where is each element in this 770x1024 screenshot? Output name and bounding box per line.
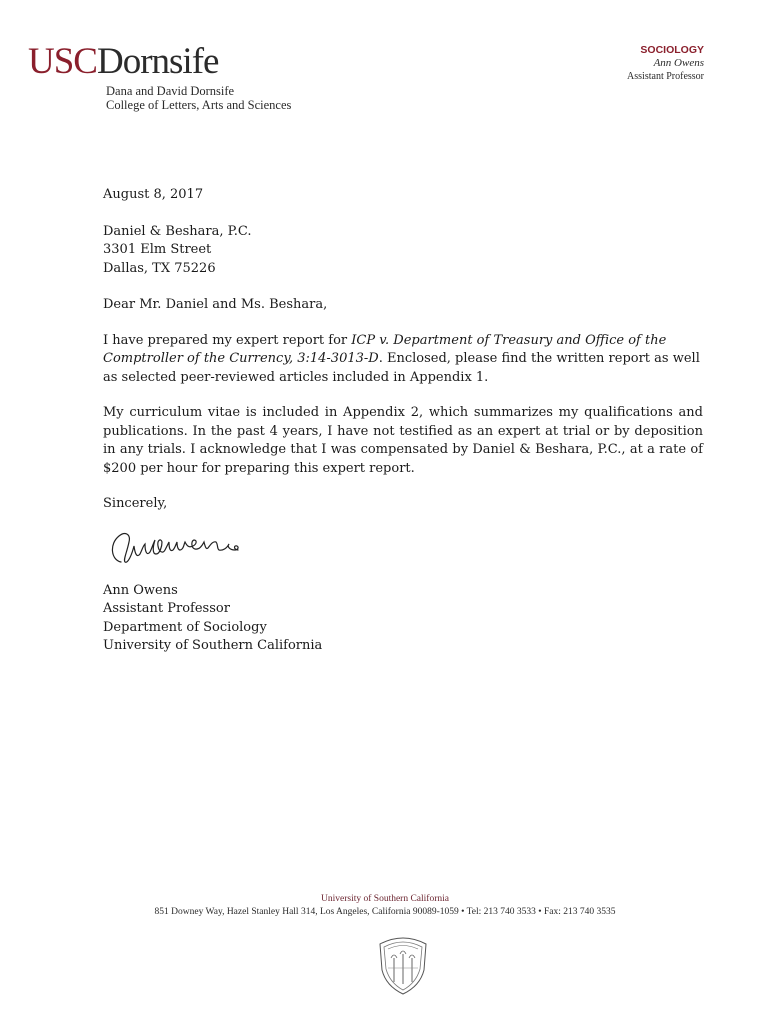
recipient-line: 3301 Elm Street <box>103 242 212 257</box>
department-person-title: Assistant Professor <box>627 71 704 82</box>
letter-body <box>103 186 703 656</box>
logo-usc: USC <box>28 41 97 82</box>
college-name-line-2: College of Letters, Arts and Sciences <box>106 98 292 112</box>
paragraph-report-rest: . Enclosed, please find the written report as well as selected peer-reviewed articles included in Appendix 1. <box>103 351 700 385</box>
recipient-address <box>103 223 703 279</box>
signer-line: University of Southern California <box>103 638 323 653</box>
closing: Sincerely, <box>103 496 168 511</box>
signer-block <box>103 582 703 656</box>
department-name: SOCIOLOGY <box>640 44 704 56</box>
footer-university: University of Southern California <box>321 894 449 904</box>
paragraph-report-intro: I have prepared my expert report for <box>103 332 352 348</box>
logo-dornsife: Dornsife <box>96 41 219 82</box>
recipient-line: Daniel & Beshara, P.C. <box>103 223 252 239</box>
signer-line: Department of Sociology <box>103 619 267 635</box>
footer-address: 851 Downey Way, Hazel Stanley Hall 314, Los Angeles, California 90089-1059 • Tel: 213 740 3533 • Fax: 213 740 3535 <box>154 907 616 917</box>
college-name-line-1: Dana and David Dornsife <box>106 84 235 98</box>
signature-image <box>107 524 257 570</box>
usc-seal-icon <box>376 934 430 996</box>
case-name: ICP v. Department of Treasury and Office of the Comptroller of the Currency, 3:14-3013-D <box>103 332 667 366</box>
footer <box>0 893 770 919</box>
department-block <box>627 44 704 83</box>
letter-date: August 8, 2017 <box>103 187 204 202</box>
signer-line: Ann Owens <box>103 582 178 598</box>
salutation: Dear Mr. Daniel and Ms. Beshara, <box>103 297 328 312</box>
usc-dornsife-logo <box>28 40 291 112</box>
paragraph-cv: My curriculum vitae is included in Appendix 2, which summarizes my qualifications and publications. In the past 4 years, I have not testified as an expert at trial or by deposition in any trials. I acknowledge that I was compensated by Daniel & Beshara, P.C., at a rate of $200 per hour for preparing this expert report. <box>103 405 703 476</box>
signer-line: Assistant Professor <box>103 601 230 616</box>
logo-wordmark <box>28 40 291 84</box>
paragraph-report <box>103 332 703 388</box>
department-person: Ann Owens <box>653 57 704 69</box>
recipient-line: Dallas, TX 75226 <box>103 260 216 276</box>
